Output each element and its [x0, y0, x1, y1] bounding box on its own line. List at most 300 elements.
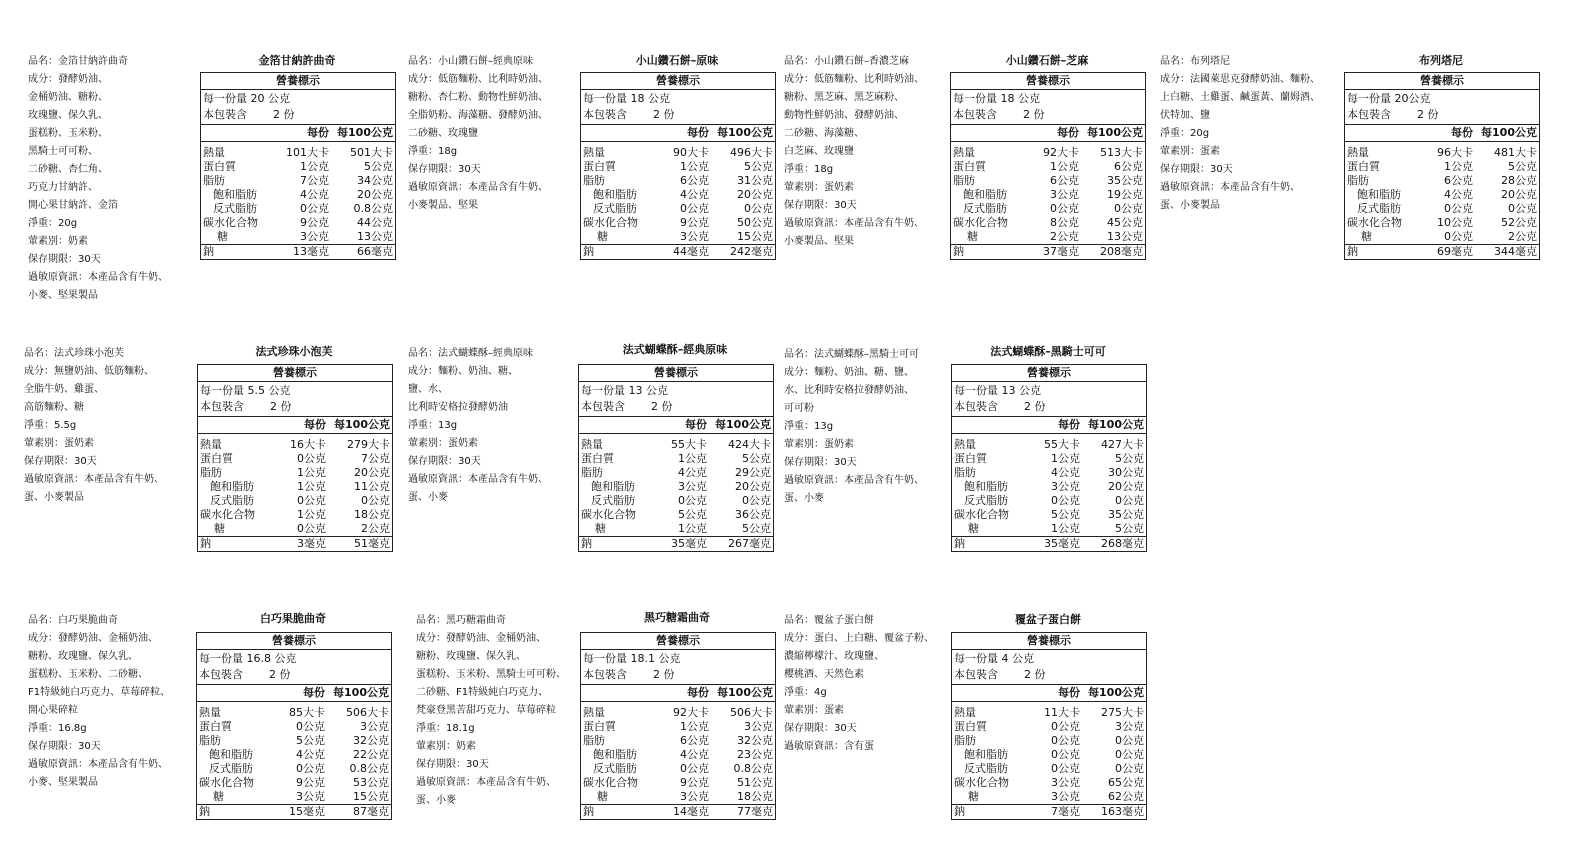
per-serving-value: 2公克 [1050, 230, 1079, 243]
per-serving-value: 1公克 [1051, 452, 1080, 465]
per-serving-value: 4公克 [296, 748, 325, 761]
nutrient-name: 鈉 [954, 805, 965, 818]
nutrient-name: 碳水化合物 [953, 216, 1008, 229]
nutrient-row [581, 776, 775, 790]
nutrient-row [952, 480, 1146, 494]
nutrient-name: 熱量 [583, 706, 605, 719]
serving-info [198, 382, 392, 417]
per-serving-value: 3公克 [1051, 790, 1080, 803]
nutrient-name: 蛋白質 [199, 720, 232, 733]
serving-size-row [583, 91, 773, 107]
per-100g-value: 30公克 [1108, 466, 1144, 479]
nutrient-name: 熱量 [203, 146, 225, 159]
package-count: 2 [1024, 400, 1031, 413]
per-100g-value: 267毫克 [728, 537, 771, 550]
per-100g-value: 506大卡 [346, 706, 389, 719]
per-serving-value: 92大卡 [1043, 146, 1079, 159]
nutrient-row [579, 536, 773, 551]
nutrition-label [951, 364, 1147, 552]
per-serving-value: 4公克 [1444, 188, 1473, 201]
nutrient-row [581, 706, 775, 720]
per-100g-value: 481大卡 [1494, 146, 1537, 159]
serving-info [951, 90, 1145, 125]
serving-info [197, 650, 391, 685]
serving-size-row [954, 651, 1144, 667]
per-100g-value: 20公克 [357, 188, 393, 201]
serving-size: 20 公克 [250, 92, 290, 105]
nutrient-row [198, 508, 392, 522]
package-prefix: 本包裝含 [203, 108, 247, 121]
nutrient-name: 蛋白質 [1347, 160, 1380, 173]
nutrient-name: 反式脂肪 [1357, 202, 1401, 215]
nutrient-name: 熱量 [953, 146, 975, 159]
product-title: 覆盆子蛋白餅 [1015, 613, 1081, 626]
nutrient-row [952, 494, 1146, 508]
nutrient-row [579, 508, 773, 522]
nutrient-name: 蛋白質 [583, 720, 616, 733]
product-title: 白巧果脆曲奇 [260, 612, 326, 625]
per-100g-value: 427大卡 [1101, 438, 1144, 451]
nutrient-row [952, 804, 1146, 819]
nutrient-row [198, 522, 392, 536]
per-100g-value: 23公克 [737, 748, 773, 761]
per-serving-value: 0公克 [680, 762, 709, 775]
per-serving-value: 3公克 [680, 790, 709, 803]
per-100g-value: 18公克 [737, 790, 773, 803]
nutrient-row [952, 466, 1146, 480]
nutrient-row [1345, 160, 1539, 174]
per-100g-value: 36公克 [735, 508, 771, 521]
per-serving-value: 0公克 [297, 522, 326, 535]
label-heading: 營養標示 [198, 365, 392, 382]
nutrient-row [201, 202, 395, 216]
nutrient-name: 反式脂肪 [210, 494, 254, 507]
serving-prefix: 每一份量 [583, 92, 627, 105]
nutrient-name: 碳水化合物 [581, 508, 636, 521]
nutrient-name: 糖 [1361, 230, 1372, 243]
col-blank [579, 417, 659, 433]
per-100g-value: 35公克 [1108, 508, 1144, 521]
per-100g-value: 11公克 [354, 480, 390, 493]
label-heading: 營養標示 [952, 365, 1146, 382]
package-count: 2 [269, 668, 276, 681]
package-count: 2 [653, 668, 660, 681]
per-100g-value: 5公克 [1115, 452, 1144, 465]
per-serving-value: 0公克 [1444, 230, 1473, 243]
per-100g-value: 52公克 [1501, 216, 1537, 229]
nutrient-row [201, 188, 395, 202]
per-serving-value: 0公克 [1051, 762, 1080, 775]
per-100g-value: 0公克 [1508, 202, 1537, 215]
nutrition-label [580, 632, 776, 820]
per-100g-value: 44公克 [357, 216, 393, 229]
package-suffix: 份 [1427, 108, 1439, 121]
serving-info [581, 90, 775, 125]
per-serving-value: 0公克 [678, 494, 707, 507]
nutrient-name: 糖 [967, 230, 978, 243]
per-100g-value: 20公克 [1108, 480, 1144, 493]
per-100g-value: 3公克 [744, 720, 773, 733]
per-serving-value: 6公克 [680, 174, 709, 187]
nutrient-row [581, 146, 775, 160]
per-serving-value: 4公克 [678, 466, 707, 479]
per-serving-value: 7毫克 [1051, 805, 1080, 818]
nutrient-row [201, 244, 395, 259]
nutrient-row [952, 734, 1146, 748]
per-serving-value: 0公克 [297, 494, 326, 507]
nutrient-row [198, 480, 392, 494]
nutrient-row [579, 522, 773, 536]
per-serving-value: 6公克 [680, 734, 709, 747]
package-suffix: 份 [663, 108, 675, 121]
serving-size-row [199, 651, 389, 667]
col-per-100g: 每100公克 [715, 418, 771, 431]
per-serving-value: 0公克 [680, 202, 709, 215]
product-title: 法式蝴蝶酥–黑騎士可可 [990, 345, 1106, 358]
col-per-100g: 每100公克 [717, 126, 773, 139]
nutrient-name: 熱量 [199, 706, 221, 719]
package-prefix: 本包裝含 [200, 400, 244, 413]
per-100g-value: 344毫克 [1494, 245, 1537, 258]
nutrient-name: 飽和脂肪 [593, 748, 637, 761]
serving-prefix: 每一份量 [583, 652, 627, 665]
label-heading: 營養標示 [1345, 73, 1539, 90]
col-per-serving: 每份 [307, 126, 329, 139]
nutrient-name: 碳水化合物 [583, 776, 638, 789]
per-100g-value: 32公克 [737, 734, 773, 747]
per-serving-value: 1公克 [680, 160, 709, 173]
package-prefix: 本包裝含 [954, 400, 998, 413]
nutrient-row [951, 174, 1145, 188]
nutrient-name: 飽和脂肪 [209, 748, 253, 761]
column-headers [581, 685, 775, 702]
column-headers [198, 417, 392, 434]
product-title: 小山鑽石餅–芝麻 [1005, 54, 1089, 67]
nutrient-row [198, 438, 392, 452]
per-100g-value: 19公克 [1107, 188, 1143, 201]
serving-size-row [203, 91, 393, 107]
per-100g-value: 50公克 [737, 216, 773, 229]
nutrient-name: 脂肪 [203, 174, 225, 187]
nutrient-row [201, 230, 395, 244]
nutrient-name: 脂肪 [583, 174, 605, 187]
nutrition-label [951, 632, 1147, 820]
label-heading: 營養標示 [952, 633, 1146, 650]
product-title: 黑巧糖霜曲奇 [644, 611, 710, 624]
nutrient-row [201, 174, 395, 188]
nutrition-label [950, 72, 1146, 260]
nutrient-name: 碳水化合物 [200, 508, 255, 521]
nutrient-name: 飽和脂肪 [591, 480, 635, 493]
nutrient-name: 鈉 [200, 537, 211, 550]
serving-prefix: 每一份量 [954, 384, 998, 397]
nutrient-name: 鈉 [953, 245, 964, 258]
package-count: 2 [273, 108, 280, 121]
nutrient-row [197, 804, 391, 819]
per-100g-value: 163毫克 [1101, 805, 1144, 818]
package-suffix: 份 [280, 400, 292, 413]
serving-size: 16.8 公克 [246, 652, 297, 665]
nutrient-row [198, 494, 392, 508]
per-serving-value: 8公克 [1050, 216, 1079, 229]
label-heading: 營養標示 [581, 73, 775, 90]
nutrient-name: 鈉 [583, 245, 594, 258]
package-count-row [583, 667, 773, 683]
col-per-serving: 每份 [304, 418, 326, 431]
product-info: 品名：覆盆子蛋白餅 成分：蛋白、上白糖、覆盆子粉、 濃縮檸檬汁、玫瑰鹽、 櫻桃酒、天然色素 淨重：4g 葷素別：蛋素 保存期限：30天 過敏原資訊：含有蛋 [784, 615, 934, 752]
nutrient-name: 糖 [217, 230, 228, 243]
per-100g-value: 45公克 [1107, 216, 1143, 229]
per-serving-value: 44毫克 [673, 245, 709, 258]
per-serving-value: 3公克 [1051, 776, 1080, 789]
nutrient-row [1345, 202, 1539, 216]
column-headers [581, 125, 775, 142]
per-100g-value: 0公克 [1115, 762, 1144, 775]
nutrient-name: 蛋白質 [583, 160, 616, 173]
nutrient-row [579, 480, 773, 494]
label-heading: 營養標示 [201, 73, 395, 90]
per-serving-value: 3公克 [678, 480, 707, 493]
nutrient-name: 脂肪 [581, 466, 603, 479]
nutrient-row [197, 776, 391, 790]
per-100g-value: 65公克 [1108, 776, 1144, 789]
nutrient-row [201, 160, 395, 174]
serving-size: 4 公克 [1001, 652, 1034, 665]
serving-prefix: 每一份量 [581, 384, 625, 397]
per-100g-value: 268毫克 [1101, 537, 1144, 550]
nutrient-row [579, 452, 773, 466]
nutrient-row [197, 748, 391, 762]
per-serving-value: 6公克 [1444, 174, 1473, 187]
nutrient-name: 脂肪 [954, 734, 976, 747]
per-serving-value: 13毫克 [293, 245, 329, 258]
per-serving-value: 1公克 [1444, 160, 1473, 173]
nutrient-name: 反式脂肪 [213, 202, 257, 215]
package-prefix: 本包裝含 [1347, 108, 1391, 121]
per-100g-value: 28公克 [1501, 174, 1537, 187]
serving-size-row [953, 91, 1143, 107]
col-per-serving: 每份 [1057, 126, 1079, 139]
column-headers [579, 417, 773, 434]
package-count-row [954, 667, 1144, 683]
per-100g-value: 31公克 [737, 174, 773, 187]
per-serving-value: 4公克 [300, 188, 329, 201]
serving-prefix: 每一份量 [200, 384, 244, 397]
nutrient-name: 鈉 [954, 537, 965, 550]
nutrient-row [581, 244, 775, 259]
nutrient-name: 糖 [597, 790, 608, 803]
nutrient-row [951, 230, 1145, 244]
per-serving-value: 5公克 [1051, 508, 1080, 521]
product-info: 品名：法式珍珠小泡芙 成分：無鹽奶油、低筋麵粉、 全脂牛奶、雞蛋、 高筋麵粉、糖 淨重：5.5g 葷素別：蛋奶素 保存期限：30天 過敏原資訊：本產品含有牛奶、 蛋、小麥製品 [24, 348, 164, 503]
column-headers [201, 125, 395, 142]
per-100g-value: 208毫克 [1100, 245, 1143, 258]
per-100g-value: 3公克 [360, 720, 389, 733]
package-suffix: 份 [1034, 668, 1046, 681]
nutrient-row [579, 466, 773, 480]
nutrient-row [952, 776, 1146, 790]
per-100g-value: 34公克 [357, 174, 393, 187]
package-suffix: 份 [279, 668, 291, 681]
package-count-row [953, 107, 1143, 123]
nutrient-row [581, 804, 775, 819]
package-count-row [583, 107, 773, 123]
nutrient-name: 碳水化合物 [199, 776, 254, 789]
package-prefix: 本包裝含 [953, 108, 997, 121]
nutrient-name: 鈉 [203, 245, 214, 258]
nutrient-name: 糖 [214, 522, 225, 535]
column-headers [952, 685, 1146, 702]
nutrient-name: 飽和脂肪 [210, 480, 254, 493]
package-count: 2 [1417, 108, 1424, 121]
nutrient-row [198, 466, 392, 480]
per-100g-value: 0公克 [1114, 202, 1143, 215]
nutrient-row [581, 174, 775, 188]
nutrient-row [581, 734, 775, 748]
package-prefix: 本包裝含 [954, 668, 998, 681]
per-100g-value: 0公克 [1115, 748, 1144, 761]
nutrient-name: 糖 [595, 522, 606, 535]
per-serving-value: 1公克 [1050, 160, 1079, 173]
nutrient-name: 碳水化合物 [1347, 216, 1402, 229]
per-serving-value: 14毫克 [673, 805, 709, 818]
per-serving-value: 1公克 [680, 720, 709, 733]
per-serving-value: 1公克 [678, 452, 707, 465]
nutrient-name: 糖 [213, 790, 224, 803]
per-serving-value: 1公克 [678, 522, 707, 535]
column-headers [197, 685, 391, 702]
per-serving-value: 9公克 [680, 216, 709, 229]
nutrient-name: 反式脂肪 [209, 762, 253, 775]
package-count: 2 [653, 108, 660, 121]
col-per-100g: 每100公克 [1088, 686, 1144, 699]
nutrient-name: 碳水化合物 [954, 508, 1009, 521]
nutrient-name: 鈉 [583, 805, 594, 818]
nutrient-row [581, 230, 775, 244]
serving-size: 18 公克 [630, 92, 670, 105]
col-per-serving: 每份 [687, 686, 709, 699]
package-prefix: 本包裝含 [583, 668, 627, 681]
nutrient-row [952, 438, 1146, 452]
product-title: 法式珍珠小泡芙 [255, 345, 333, 358]
per-100g-value: 5公克 [364, 160, 393, 173]
nutrient-row [1345, 216, 1539, 230]
nutrient-row [952, 706, 1146, 720]
per-100g-value: 501大卡 [350, 146, 393, 159]
nutrient-row [951, 160, 1145, 174]
per-serving-value: 3公克 [300, 230, 329, 243]
per-100g-value: 6公克 [1114, 160, 1143, 173]
nutrient-name: 反式脂肪 [964, 494, 1008, 507]
per-serving-value: 55大卡 [671, 438, 707, 451]
per-100g-value: 496大卡 [730, 146, 773, 159]
per-100g-value: 0公克 [361, 494, 390, 507]
per-serving-value: 3公克 [1050, 188, 1079, 201]
per-serving-value: 0公克 [300, 202, 329, 215]
per-serving-value: 0公克 [1444, 202, 1473, 215]
per-serving-value: 11大卡 [1044, 706, 1080, 719]
package-suffix: 份 [1034, 400, 1046, 413]
label-heading: 營養標示 [951, 73, 1145, 90]
col-blank [197, 685, 277, 701]
package-count-row [1347, 107, 1537, 123]
nutrient-row [1345, 174, 1539, 188]
per-serving-value: 101大卡 [286, 146, 329, 159]
per-serving-value: 90大卡 [673, 146, 709, 159]
col-per-100g: 每100公克 [1087, 126, 1143, 139]
per-100g-value: 0.8公克 [349, 762, 389, 775]
per-serving-value: 7公克 [300, 174, 329, 187]
per-serving-value: 96大卡 [1437, 146, 1473, 159]
col-blank [951, 125, 1031, 141]
col-per-100g: 每100公克 [334, 418, 390, 431]
serving-size-row [954, 383, 1144, 399]
per-100g-value: 20公克 [354, 466, 390, 479]
nutrient-name: 脂肪 [954, 466, 976, 479]
col-per-100g: 每100公克 [1088, 418, 1144, 431]
nutrient-row [201, 146, 395, 160]
serving-size: 20公克 [1394, 92, 1431, 105]
nutrition-label [580, 72, 776, 260]
nutrition-label [197, 364, 393, 552]
per-serving-value: 9公克 [300, 216, 329, 229]
nutrient-row [952, 720, 1146, 734]
col-per-100g: 每100公克 [717, 686, 773, 699]
label-heading: 營養標示 [579, 365, 773, 382]
per-serving-value: 1公克 [297, 508, 326, 521]
nutrition-label [200, 72, 396, 260]
serving-prefix: 每一份量 [199, 652, 243, 665]
per-100g-value: 77毫克 [737, 805, 773, 818]
nutrient-name: 飽和脂肪 [1357, 188, 1401, 201]
col-per-serving: 每份 [303, 686, 325, 699]
nutrient-row [952, 536, 1146, 551]
per-100g-value: 424大卡 [728, 438, 771, 451]
per-100g-value: 15公克 [353, 790, 389, 803]
per-100g-value: 0公克 [1115, 734, 1144, 747]
nutrient-row [198, 452, 392, 466]
nutrient-name: 蛋白質 [200, 452, 233, 465]
per-serving-value: 9公克 [680, 776, 709, 789]
per-100g-value: 506大卡 [730, 706, 773, 719]
nutrient-name: 脂肪 [583, 734, 605, 747]
serving-size-row [200, 383, 390, 399]
per-serving-value: 3公克 [680, 230, 709, 243]
per-serving-value: 5公克 [296, 734, 325, 747]
per-100g-value: 0.8公克 [733, 762, 773, 775]
per-serving-value: 3毫克 [297, 537, 326, 550]
product-info: 品名：小山鑽石餅–經典原味 成分：低筋麵粉、比利時奶油、 糖粉、杏仁粉、動物性鮮奶油、 全脂奶粉、海藻糖、發酵奶油、 二砂糖、玫瑰鹽 淨重：18g 保存期限：30天 過敏原資訊：本產品含有牛奶、 小麥製品、堅果 [408, 56, 548, 211]
nutrient-row [581, 720, 775, 734]
package-count-row [581, 399, 771, 415]
nutrient-name: 蛋白質 [954, 720, 987, 733]
nutrient-row [951, 146, 1145, 160]
nutrient-name: 熱量 [200, 438, 222, 451]
nutrient-name: 反式脂肪 [963, 202, 1007, 215]
per-serving-value: 35毫克 [671, 537, 707, 550]
col-blank [952, 417, 1032, 433]
nutrient-name: 鈉 [1347, 245, 1358, 258]
per-serving-value: 1公克 [297, 480, 326, 493]
col-per-100g: 每100公克 [1481, 126, 1537, 139]
per-100g-value: 5公克 [1115, 522, 1144, 535]
per-serving-value: 0公克 [1051, 734, 1080, 747]
per-serving-value: 6公克 [1050, 174, 1079, 187]
per-serving-value: 0公克 [1051, 720, 1080, 733]
serving-size: 13 公克 [1001, 384, 1041, 397]
product-info: 品名：小山鑽石餅–香濃芝麻 成分：低筋麵粉、比利時奶油、 糖粉、黑芝麻、黑芝麻粉、 動物性鮮奶油、發酵奶油、 二砂糖、海藻糖、 白芝麻、玫瑰鹽 淨重：18g 葷素別：蛋奶素 保存期限：30天 過敏原資訊：本產品含有牛奶、 小麥製品、堅果 [784, 56, 924, 247]
nutrient-row [197, 720, 391, 734]
